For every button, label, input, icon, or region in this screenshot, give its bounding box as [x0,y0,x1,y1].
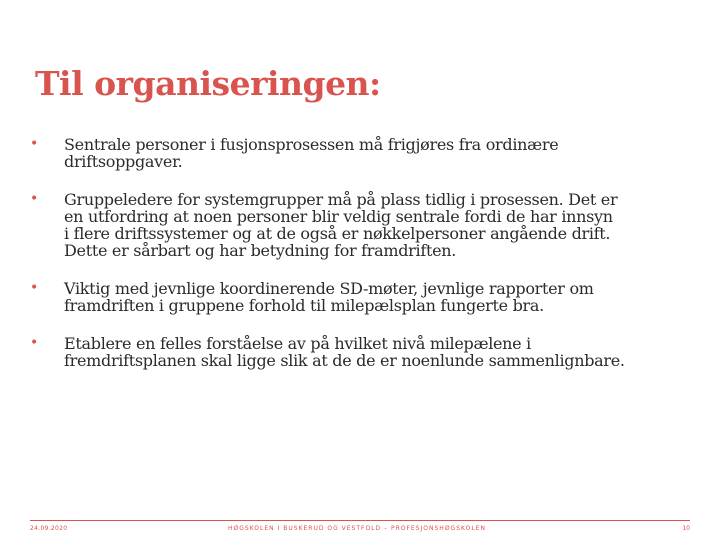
bullet-dot-icon: • [30,280,38,296]
bullet-line: framdriften i gruppene forhold til milepælsplan fungerte bra. [64,296,544,315]
bullet-item [30,191,694,259]
footer-date: 24.09.2020 [30,525,68,532]
bullet-line: fremdriftsplanen skal ligge slik at de de er noenlunde sammenlignbare. [64,351,625,370]
bullet-item [30,136,694,170]
bullet-item [30,335,694,369]
bullet-line: i flere driftssystemer og at de også er nøkkelpersoner angående drift. [64,224,611,243]
bullet-item [30,280,694,314]
bullet-dot-icon: • [30,136,38,152]
slide-title: Til organiseringen: [35,64,381,103]
bullet-line: Dette er sårbart og har betydning for framdriften. [64,241,457,260]
bullet-dot-icon: • [30,191,38,207]
bullet-line: driftsoppgaver. [64,152,183,171]
footer-page-number: 10 [682,525,690,532]
bullet-line: en utfordring at noen personer blir veldig sentrale fordi de har innsyn [64,207,613,226]
bullet-line: Sentrale personer i fusjonsprosessen må frigjøres fra ordinære [64,135,559,154]
bullet-list [30,136,694,369]
footer-institution: HØGSKOLEN I BUSKERUD OG VESTFOLD – PROFESJONSHØGSKOLEN [228,525,486,532]
bullet-line: Gruppeledere for systemgrupper må på plass tidlig i prosessen. Det er [64,190,618,209]
bullet-dot-icon: • [30,335,38,351]
bullet-line: Etablere en felles forståelse av på hvilket nivå milepælene i [64,334,531,353]
footer-divider [30,520,690,521]
bullet-line: Viktig med jevnlige koordinerende SD-møter, jevnlige rapporter om [64,279,594,298]
